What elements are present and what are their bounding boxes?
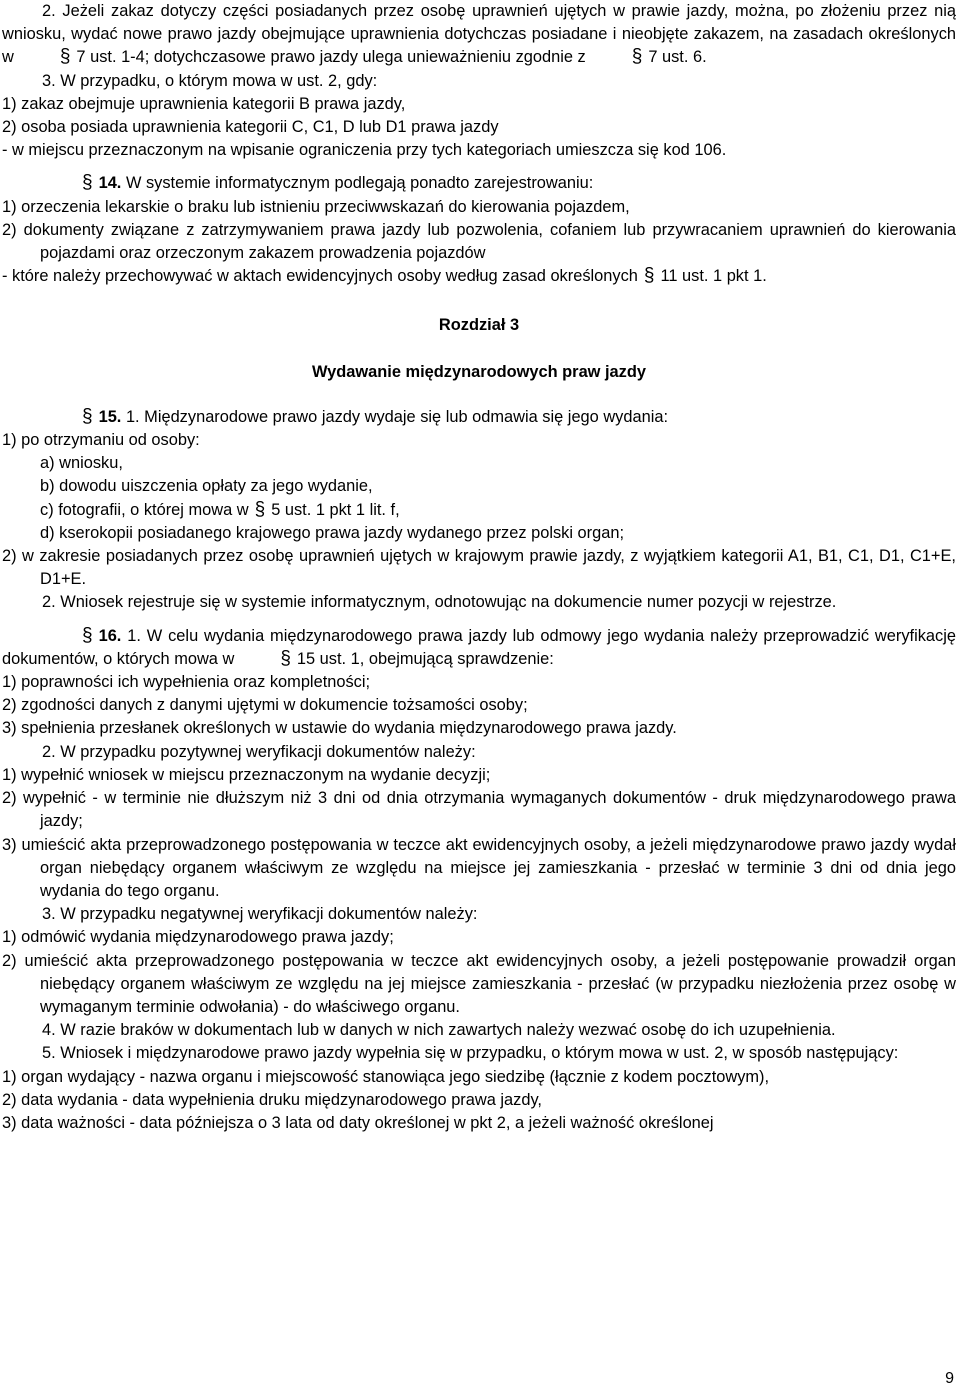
list-item: b) dowodu uiszczenia opłaty za jego wydanie, xyxy=(40,477,373,496)
list-item: 3) spełnienia przesłanek określonych w ustawie do wydania międzynarodowego prawa jazdy. xyxy=(2,719,677,738)
section-sign: § xyxy=(631,46,643,68)
list-item: 2) w zakresie posiadanych przez osobę uprawnień ujętych w krajowym prawie jazdy, z wyjątkiem kategorii A1, B1, C1, D1, C1+E, D1+E. xyxy=(2,547,956,589)
chapter-title: Rozdział 3 xyxy=(438,316,520,335)
section-16: § 16. 1. W celu wydania międzynarodowego prawa jazdy lub odmowy jego wydania należy przeprowadzić weryfikację dokumentów, o których mowa w § 15 ust. 1, obejmującą sprawdzenie: xyxy=(2,624,956,669)
list-item: c) fotografii, o której mowa w § 5 ust. 1 pkt 1 lit. f, xyxy=(40,498,400,520)
section-number: 15. xyxy=(98,407,122,426)
paragraph: 2. Jeżeli zakaz dotyczy części posiadanych przez osobę uprawnień ujętych w prawie jazdy, można, po złożeniu przez nią wniosku, wydać nowe prawo jazdy obejmujące uprawnienia dotychczas posiadane i nieobjęte zakazem, na zasadach określonych w § 7 ust. 1-4; dotychczasowe prawo jazdy ulega unieważnieniu zgodnie z § 7 ust. 6. xyxy=(2,2,956,68)
section-sign: § xyxy=(254,498,266,520)
list-item: 3) data ważności - data późniejsza o 3 lata od daty określonej w pkt 2, a jeżeli ważność określonej xyxy=(2,1113,714,1132)
paragraph: 2. W przypadku pozytywnej weryfikacji dokumentów należy: xyxy=(42,742,476,761)
list-item: 1) po otrzymaniu od osoby: xyxy=(2,431,200,450)
list-item: 3) umieścić akta przeprowadzonego postępowania w teczce akt ewidencyjnych osoby, a jeżeli międzynarodowe prawo jazdy wydał organ niebędący organem właściwym ze względu na miejsce jej zamieszkania - przesłać w terminie 3 dni od dnia jego wydania do tego organu. xyxy=(2,835,956,900)
section-number: 14. xyxy=(98,174,122,193)
list-item: 1) organ wydający - nazwa organu i miejscowość stanowiąca jego siedzibę (łącznie z kodem pocztowym), xyxy=(2,1067,770,1086)
list-item: 2) dokumenty związane z zatrzymywaniem prawa jazdy lub pozwolenia, cofaniem lub przywracaniem uprawnień do kierowania pojazdami oraz orzeczonym zakazem prowadzenia pojazdów xyxy=(2,220,956,263)
paragraph: 5. Wniosek i międzynarodowe prawo jazdy wypełnia się w przypadku, o którym mowa w ust. 2, w sposób następujący: xyxy=(42,1044,899,1063)
paragraph: 4. W razie braków w dokumentach lub w danych w nich zawartych należy wezwać osobę do ich uzupełnienia. xyxy=(42,1021,836,1040)
paragraph: - które należy przechowywać w aktach ewidencyjnych osoby według zasad określonych § 11 ust. 1 pkt 1. xyxy=(2,265,767,287)
section-sign: § xyxy=(82,172,93,194)
section-14: § 14. W systemie informatycznym podlegają ponadto zarejestrowaniu: xyxy=(2,172,956,195)
chapter-subtitle: Wydawanie międzynarodowych praw jazdy xyxy=(312,362,646,381)
paragraph: - w miejscu przeznaczonym na wpisanie ograniczenia przy tych kategoriach umieszcza się kod 106. xyxy=(2,141,727,160)
list-item: 2) data wydania - data wypełnienia druku międzynarodowego prawa jazdy, xyxy=(2,1090,542,1109)
list-item: 1) zakaz obejmuje uprawnienia kategorii B prawa jazdy, xyxy=(2,94,406,113)
list-item: 1) wypełnić wniosek w miejscu przeznaczonym na wydanie decyzji; xyxy=(2,765,491,784)
section-sign: § xyxy=(59,46,71,68)
list-item: 1) orzeczenia lekarskie o braku lub istnieniu przeciwwskazań do kierowania pojazdem, xyxy=(2,197,630,216)
section-number: 16. xyxy=(98,626,122,645)
section-sign: § xyxy=(82,624,93,646)
paragraph: 3. W przypadku, o którym mowa w ust. 2, gdy: xyxy=(42,71,378,90)
list-item: 2) umieścić akta przeprowadzonego postępowania w teczce akt ewidencyjnych osoby, a jeżeli postępowanie prowadził organ niebędący organem właściwym ze względu na jej miejsce zamieszkania - przesłać (w przypadku niezłożenia przez osobę w wymaganym terminie odwołania) - do właściwego organu. xyxy=(2,951,956,1016)
list-item: 2) wypełnić - w terminie nie dłuższym niż 3 dni od dnia otrzymania wymaganych dokumentów - druk międzynarodowego prawa jazdy; xyxy=(2,789,956,831)
page-number: 9 xyxy=(945,1370,954,1387)
section-sign: § xyxy=(280,647,291,669)
paragraph: 3. W przypadku negatywnej weryfikacji dokumentów należy: xyxy=(42,905,478,924)
list-item: 1) odmówić wydania międzynarodowego prawa jazdy; xyxy=(2,928,394,947)
section-sign: § xyxy=(82,405,93,427)
section-sign: § xyxy=(643,265,655,287)
list-item: 2) zgodności danych z danymi ujętymi w dokumencie tożsamości osoby; xyxy=(2,696,528,715)
section-15: § 15. 1. Międzynarodowe prawo jazdy wydaje się lub odmawia się jego wydania: xyxy=(2,406,956,429)
list-item: a) wniosku, xyxy=(40,454,123,473)
list-item: d) kserokopii posiadanego krajowego prawa jazdy wydanego przez polski organ; xyxy=(40,523,625,542)
paragraph: 2. Wniosek rejestruje się w systemie informatycznym, odnotowując na dokumencie numer pozycji w rejestrze. xyxy=(42,593,837,612)
list-item: 1) poprawności ich wypełnienia oraz kompletności; xyxy=(2,673,371,692)
list-item: 2) osoba posiada uprawnienia kategorii C, C1, D lub D1 prawa jazdy xyxy=(2,118,499,137)
